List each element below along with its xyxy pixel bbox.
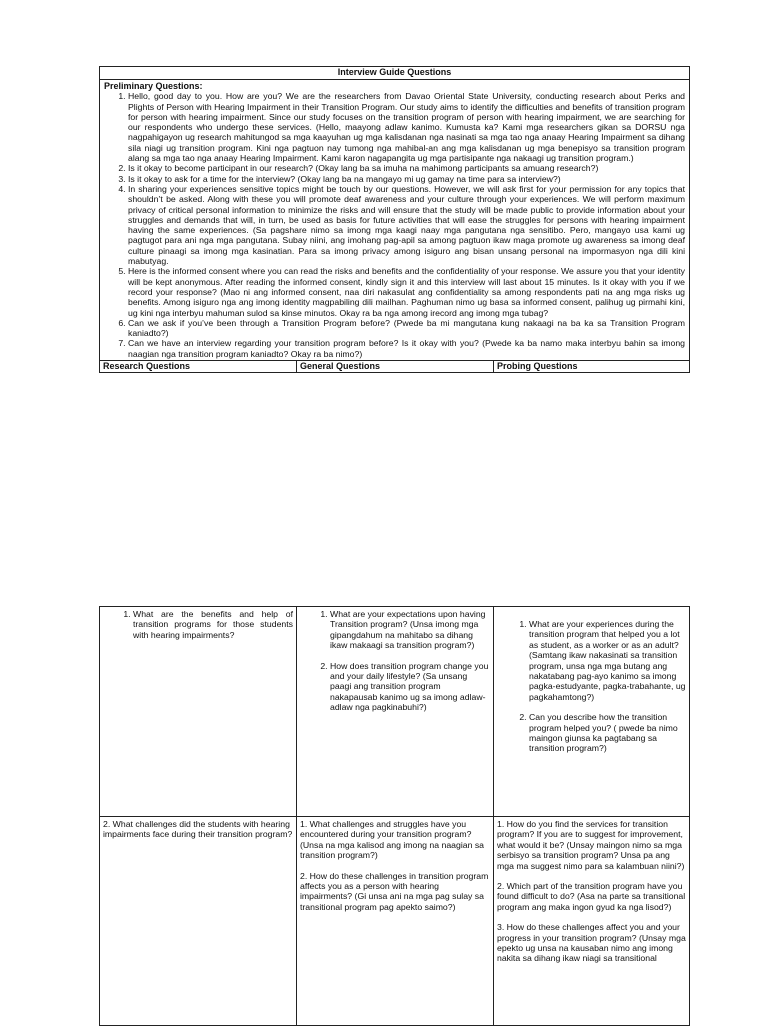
research-question: 2. What challenges did the students with hearing impairments face during their transition program? bbox=[103, 819, 293, 840]
probing-question: 2. Can you describe how the transition program helped you? ( pwede ba nimo maingon giunsa ka pagtabang sa transition program?) bbox=[529, 712, 686, 754]
list-item: 3. Is it okay to ask for a time for the interview? (Okay lang ba na mangayo mi ug gamay na time para sa interview?) bbox=[128, 174, 685, 184]
probing-question: 3. How do these challenges affect you and your progress in your transition program? (Unsay mga epekto ug unsa na kausaban nimo ang imong nakita sa dihang ikaw niagi sa transitional bbox=[497, 922, 686, 964]
column-header-general: General Questions bbox=[297, 361, 494, 372]
general-question: 2. How do these challenges in transition program affects you as a person with hearing impairments? (Gi unsa ani na mga pag sulay sa transitional program pag apekto saimo?) bbox=[300, 870, 489, 912]
table-row bbox=[100, 607, 689, 817]
list-item: 2. Is it okay to become participant in our research? (Okay lang ba sa imuha na mahimong participants sa amuang research?) bbox=[128, 163, 685, 173]
probing-questions-cell bbox=[494, 817, 689, 1025]
probing-question: 1. How do you find the services for transition program? If you are to suggest for improvement, what would it be? (Unsay maingon nimo sa mga serbisyo sa transition program? Unsa pa ang mga ma suggest nimo para sa kalambuan niini?) bbox=[497, 819, 685, 871]
research-question-cell bbox=[100, 607, 297, 816]
probing-question-list bbox=[497, 619, 686, 754]
research-question-list bbox=[103, 609, 293, 640]
column-header-probing: Probing Questions bbox=[497, 361, 578, 372]
list-item: 6. Can we ask if you’ve been through a Transition Program before? (Pwede ba mi mangutana kung nakaagi na ba ka sa Transition Program kaniadto?) bbox=[128, 318, 685, 339]
general-question: 1. What challenges and struggles have you encountered during your transition program? (Unsa na mga kalisod ang imong na naagian sa transition program?) bbox=[300, 819, 485, 861]
probing-question: 1. What are your experiences during the transition program that helped you a lot as student, as a worker or as an adult? (Samtang ikaw nakasinati sa transition program, unsa nga mga butang ang nakatabang pag-ayo kanimo sa imong pagka-estudyante, pagka-trabahante, ug pagkahamtong?) bbox=[529, 619, 686, 702]
preliminary-list bbox=[104, 91, 685, 359]
column-header-row bbox=[100, 360, 689, 372]
probing-question: 2. Which part of the transition program have you found difficult to do? (Asa na parte sa transitional program ang maka ingon gyud ka nga lisod?) bbox=[497, 881, 686, 912]
research-question: 1. What are the benefits and help of transition programs for those students with hearing impairments? bbox=[133, 609, 293, 640]
preliminary-title: Preliminary Questions: bbox=[104, 81, 203, 91]
general-question-list bbox=[300, 609, 490, 713]
questions-table bbox=[99, 606, 690, 1026]
general-questions-cell bbox=[297, 607, 494, 816]
column-header-research: Research Questions bbox=[100, 361, 297, 372]
list-item: 7. Can we have an interview regarding your transition program before? Is it okay with you? (Pwede ka ba namo maka interbyu bahin sa imong naagian nga transition program kaniadto? Okay ra ba nimo?) bbox=[128, 338, 685, 359]
table-row bbox=[100, 817, 689, 1025]
list-item: 4. In sharing your experiences sensitive topics might be touch by our questions. However, we will ask first for your permission for any topics that shouldn’t be asked. Along with these you will promote deaf awareness and your culture through your experiences. We will perform maximum privacy of critical personal information to minimize the risks and will ensure that the study will be made public to provide information about your struggles and demands that will, in turn, be used as basis for future activities that will ease the struggles for persons with hearing impairment having the same experiences. (Sa pagshare nimo sa imong mga kaagi naay mga pangutana nga sensitibo. Pero, mangayo usa kami ug pagtugot para ani nga mga pangutana. Subay niini, ang imohang pag-apil sa among pagtuon ikaw maga promote ug awareness sa imong deaf culture pinaagi sa imong mga kasinatian. Para sa imong privacy among isiguro ang bisan unsang personal na impormasyon nga dili kini mabutyag. bbox=[128, 184, 685, 266]
research-question-cell bbox=[100, 817, 297, 1025]
preliminary-section bbox=[100, 80, 689, 360]
table-title: Interview Guide Questions bbox=[100, 67, 689, 80]
general-questions-cell bbox=[297, 817, 494, 1025]
general-question: 2. How does transition program change you and your daily lifestyle? (Sa unsang paagi ang transition program nakapausab kanimo ug sa imong adlaw-adlaw nga pagkinabuhi?) bbox=[330, 661, 490, 713]
probing-questions-cell bbox=[494, 607, 689, 816]
interview-guide-table bbox=[99, 66, 690, 373]
general-question: 1. What are your expectations upon having Transition program? (Unsa imong mga gipangdahum na mahitabo sa dihang ikaw makaagi sa transition program?) bbox=[330, 609, 490, 651]
list-item: 5. Here is the informed consent where you can read the risks and benefits and the confidentiality of your response. We assure you that your identity will be kept anonymous. After reading the informed consent, kindly sign it and this interview will last about 15 minutes. Is it okay with you if we record your response? (Mao ni ang informed consent, naa diri nakasulat ang confidentiality sa among respondents pati na ang mga risks ug benefits. Among isiguro nga ang imong identity magpabiling dili mailhan. Paghuman nimo ug basa sa informed consent, palihug ug pirmahi kini, ug kini nga interbyu mahuman sulod sa kinse minutos. Okay ra ba nga among irecord ang imong mga tubag? bbox=[128, 266, 685, 317]
list-item: 1. Hello, good day to you. How are you? We are the researchers from Davao Oriental State University, conducting research about Perks and Plights of Person with Hearing Impairment in their Transition Program. Our study aims to identify the difficulties and benefits of transition program for person with hearing impairment. Since our study focuses on the transition program of person with hearing impairment, we are searching for our respondents who undergo these services. (Hello, maayong adlaw kanimo. Kumusta ka? Kami mga researchers gikan sa DORSU nga nagpahigayon ug research mahitungod sa mga kaayuhan ug mga kalisdanan nga nasinati sa mga tao nga anaay Hearing Impairment sa dihang sila niagi ug transition program. Kini nga pagtuon nay tumong nga mahibal-an ang mga kalisdanan ug mga benepisyo sa transition program alang sa mga tao nga anaay Hearing Impairment. Kami karon nagapangita ug mga partisipante nga nakaagi ug transition program.) bbox=[128, 91, 685, 163]
